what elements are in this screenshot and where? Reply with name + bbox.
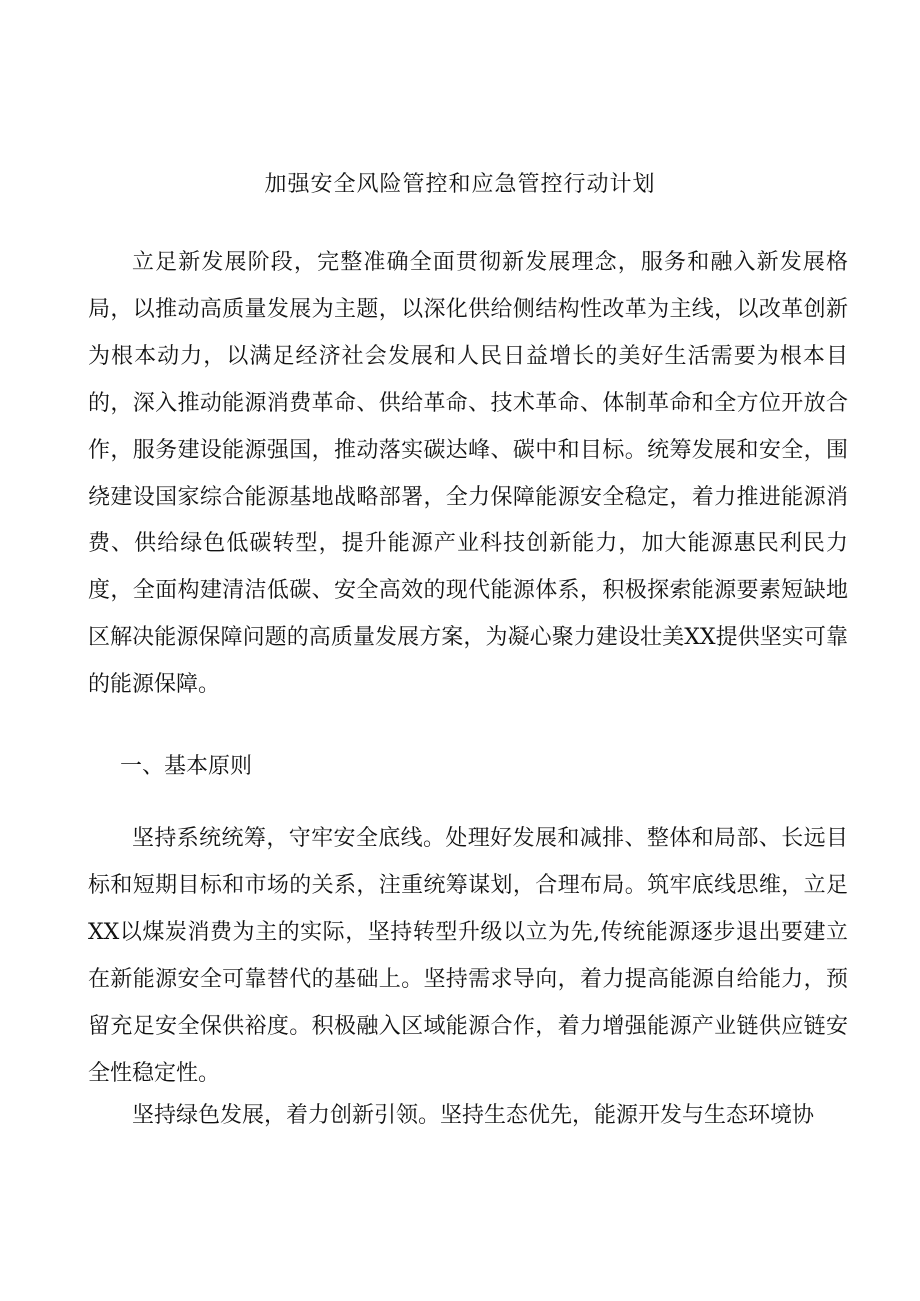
intro-paragraph: 立足新发展阶段，完整准确全面贯彻新发展理念，服务和融入新发展格局，以推动高质量发展为主题，以深化供给侧结构性改革为主线，以改革创新为根本动力，以满足经济社会发展和人民日益增长的美好生活需要为根本目的，深入推动能源消费革命、供给革命、技术革命、体制革命和全方位开放合作，服务建设能源强国，推动落实碳达峰、碳中和目标。统筹发展和安全，围绕建设国家综合能源基地战略部署，全力保障能源安全稳定，着力推进能源消费、供给绿色低碳转型，提升能源产业科技创新能力，加大能源惠民利民力度，全面构建清洁低碳、安全高效的现代能源体系，积极探索能源要素短缺地区解决能源保障问题的高质量发展方案，为凝心聚力建设壮美XX提供坚实可靠的能源保障。 (88, 250, 848, 698)
section-heading: 一、基本原则 (120, 754, 253, 779)
principle-paragraph-1: 坚持系统统筹，守牢安全底线。处理好发展和减排、整体和局部、长远目标和短期目标和市场的关系，注重统筹谋划，合理布局。筑牢底线思维，立足XX以煤炭消费为主的实际，坚持转型升级以立为先,传统能源逐步退出要建立在新能源安全可靠替代的基础上。坚持需求导向，着力提高能源自给能力，预留充足安全保供裕度。积极融入区域能源合作，着力增强能源产业链供应链安全性稳定性。 (88, 826, 848, 1086)
document-title: 加强安全风险管控和应急管控行动计划 (264, 172, 656, 197)
principle-paragraph-2: 坚持绿色发展，着力创新引领。坚持生态优先，能源开发与生态环境协 (132, 1103, 815, 1128)
